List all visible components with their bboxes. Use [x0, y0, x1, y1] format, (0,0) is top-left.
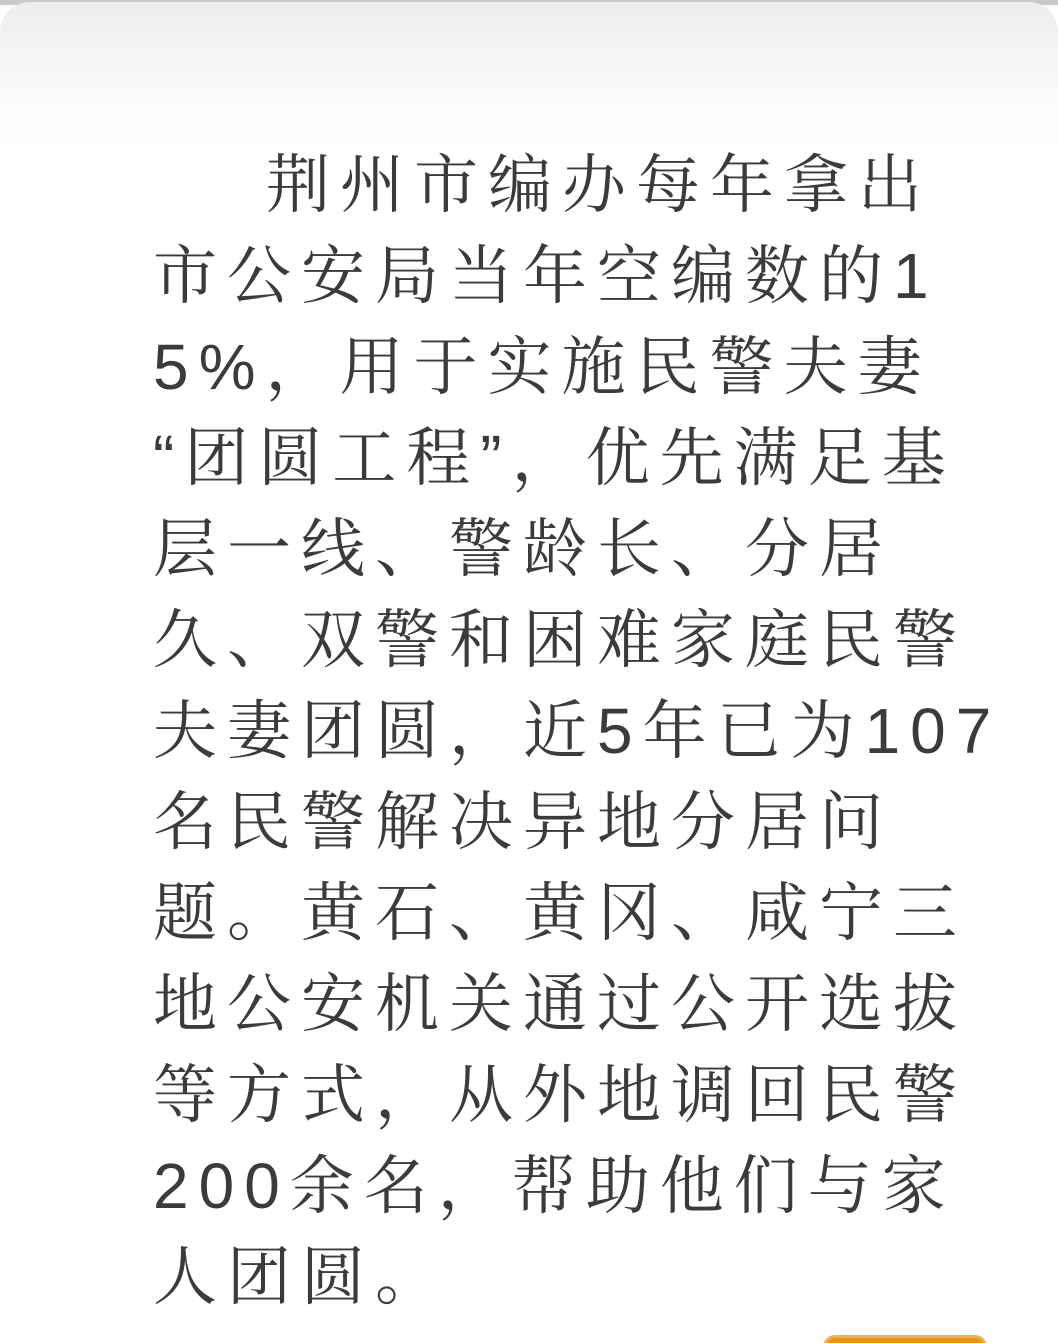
article-text-line: 市公安局当年空编数的1 — [153, 240, 939, 312]
article-text-line: 200余名，帮助他们与家 — [153, 1150, 956, 1222]
article-text-line: 人团圆。 — [153, 1241, 449, 1313]
article-text-line: 等方式，从外地调回民警 — [153, 1059, 967, 1131]
article-text-line: 题。黄石、黄冈、咸宁三 — [153, 877, 967, 949]
article-text-line: 名民警解决异地分居问 — [153, 786, 893, 858]
article-text-line: 夫妻团圆，近5年已为107 — [153, 695, 1002, 767]
article-body — [153, 140, 1013, 1323]
article-text-line: 层一线、警龄长、分居 — [153, 513, 893, 585]
content-card — [0, 2, 1058, 1343]
article-text-line: 久、双警和困难家庭民警 — [153, 604, 967, 676]
article-text-line: “团圆工程”，优先满足基 — [153, 422, 956, 494]
orange-action-button[interactable] — [823, 1335, 987, 1343]
article-text-line: 荆州市编办每年拿出 — [266, 149, 932, 221]
article-text-line: 地公安机关通过公开选拔 — [153, 968, 967, 1040]
article-text-line: 5%，用于实施民警夫妻 — [153, 331, 932, 403]
